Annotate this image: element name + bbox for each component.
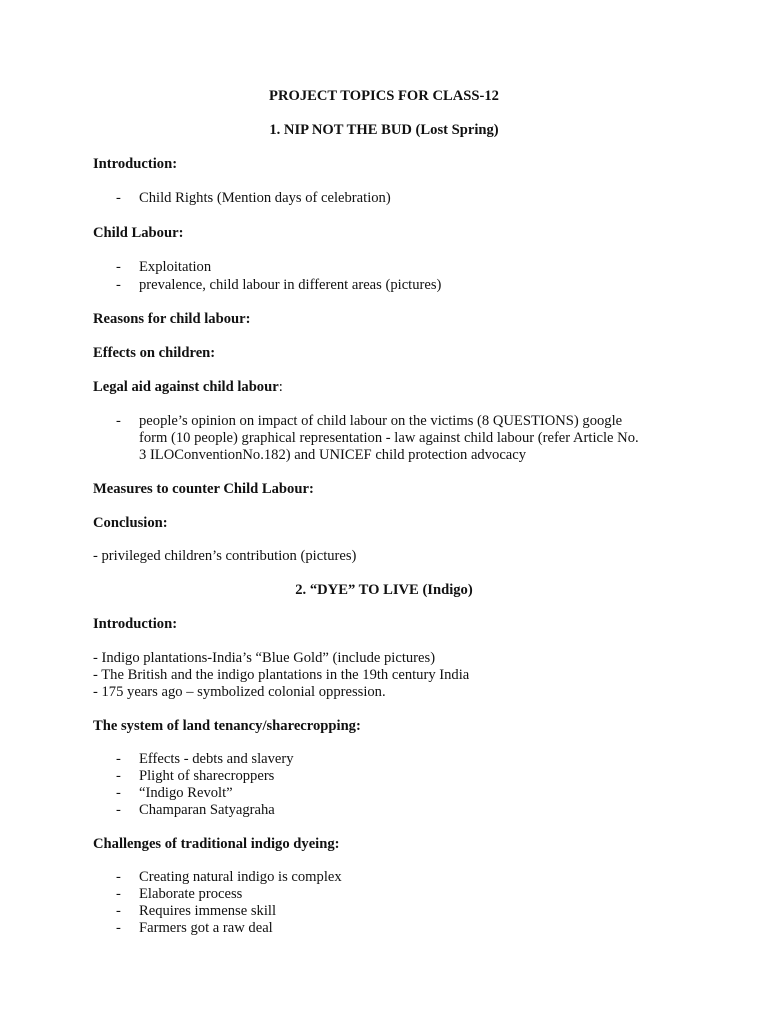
bullet-dash: -	[116, 903, 121, 919]
land-item: Plight of sharecroppers	[139, 768, 275, 784]
legal-aid-colon: :	[278, 379, 283, 395]
land-item: “Indigo Revolt”	[139, 785, 233, 801]
land-tenancy-heading: The system of land tenancy/sharecropping:	[93, 718, 361, 734]
bullet-dash: -	[116, 802, 121, 818]
measures-heading: Measures to counter Child Labour:	[93, 481, 314, 497]
child-labour-item: prevalence, child labour in different areas (pictures)	[139, 277, 442, 293]
legal-aid-line: people’s opinion on impact of child labour on the victims (8 QUESTIONS) google	[139, 413, 623, 429]
bullet-dash: -	[116, 920, 121, 936]
topic1-intro-item: Child Rights (Mention days of celebration)	[139, 190, 391, 206]
bullet-dash: -	[116, 259, 121, 275]
child-labour-heading: Child Labour:	[93, 225, 184, 241]
bullet-dash: -	[116, 886, 121, 902]
challenge-item: Elaborate process	[139, 886, 243, 902]
challenge-item: Creating natural indigo is complex	[139, 869, 342, 885]
topic1-introduction-heading: Introduction:	[93, 156, 178, 172]
conclusion-text: - privileged children’s contribution (pictures)	[93, 548, 357, 564]
legal-aid-heading	[93, 379, 283, 396]
land-item: Champaran Satyagraha	[139, 802, 275, 818]
topic2-intro-line: - The British and the indigo plantations in the 19th century India	[93, 667, 470, 683]
topic2-intro-line: - 175 years ago – symbolized colonial oppression.	[93, 684, 386, 700]
bullet-dash: -	[116, 413, 121, 429]
topic2-heading: 2. “DYE” TO LIVE (Indigo)	[295, 582, 473, 598]
child-labour-item: Exploitation	[139, 259, 212, 275]
challenges-heading: Challenges of traditional indigo dyeing:	[93, 836, 340, 852]
legal-aid-line: form (10 people) graphical representation - law against child labour (refer Article No.	[139, 430, 639, 446]
land-item: Effects - debts and slavery	[139, 751, 294, 767]
bullet-dash: -	[116, 785, 121, 801]
conclusion-heading: Conclusion:	[93, 515, 168, 531]
bullet-dash: -	[116, 768, 121, 784]
legal-aid-label: Legal aid against child labour	[93, 379, 279, 395]
reasons-heading: Reasons for child labour:	[93, 311, 251, 327]
challenge-item: Requires immense skill	[139, 903, 277, 919]
legal-aid-line: 3 ILOConventionNo.182) and UNICEF child protection advocacy	[139, 447, 527, 463]
page-title: PROJECT TOPICS FOR CLASS-12	[269, 88, 499, 104]
bullet-dash: -	[116, 751, 121, 767]
bullet-dash: -	[116, 869, 121, 885]
bullet-dash: -	[116, 190, 121, 206]
bullet-dash: -	[116, 277, 121, 293]
effects-heading: Effects on children:	[93, 345, 216, 361]
topic2-intro-line: - Indigo plantations-India’s “Blue Gold” (include pictures)	[93, 650, 436, 666]
topic1-heading: 1. NIP NOT THE BUD (Lost Spring)	[269, 122, 499, 138]
topic2-introduction-heading: Introduction:	[93, 616, 178, 632]
challenge-item: Farmers got a raw deal	[139, 920, 273, 936]
